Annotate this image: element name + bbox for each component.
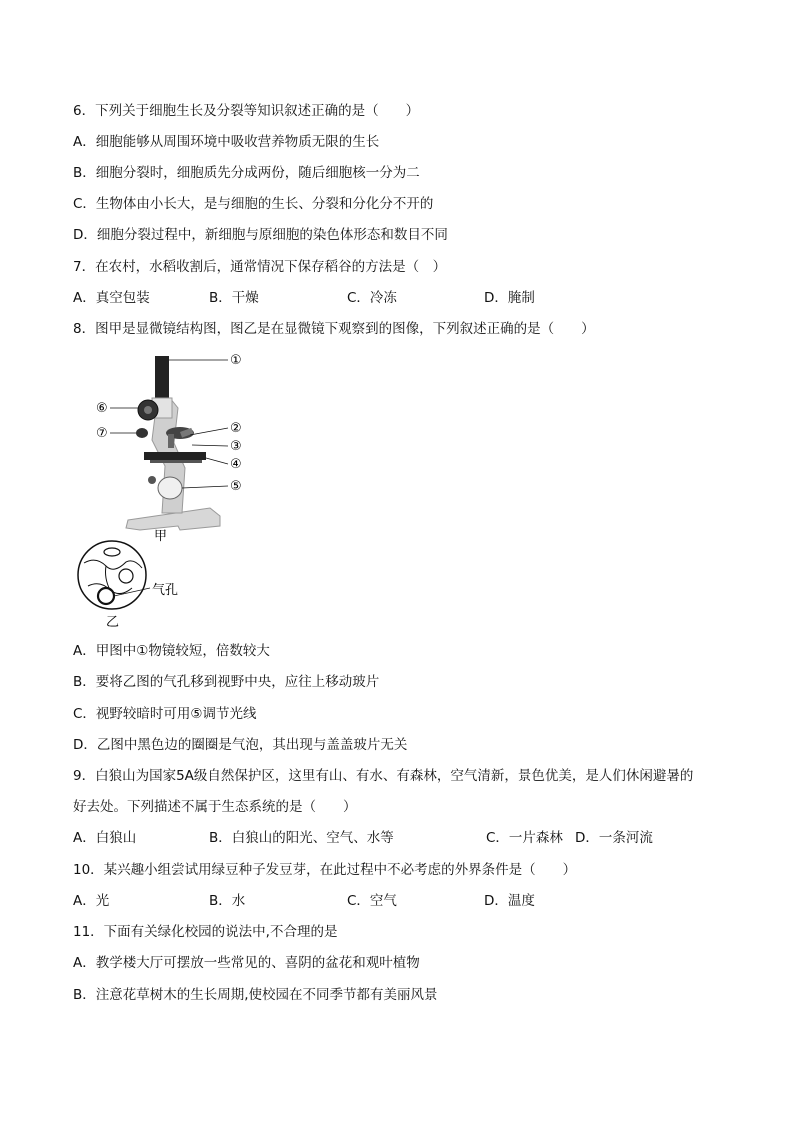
microscope-eyepiece [155,356,169,402]
q6-option-c: C．生物体由小长大，是与细胞的生长、分裂和分化分不开的 [73,196,434,212]
q10-stem: 10．某兴趣小组尝试用绿豆种子发豆芽，在此过程中不必考虑的外界条件是（ ） [73,862,577,878]
q11-stem: 11．下面有关绿化校园的说法中,不合理的是 [73,924,338,940]
q11-option-b: B．注意花草树木的生长周期,使校园在不同季节都有美丽风景 [73,987,438,1003]
q7-option-a: A．真空包装 [73,290,150,306]
label-1: ① [230,353,242,368]
q8-option-d: D．乙图中黑色边的圈圈是气泡，其出现与盖盖玻片无关 [73,737,408,753]
q8-option-b: B．要将乙图的气孔移到视野中央，应往上移动玻片 [73,674,380,690]
q8-option-a: A．甲图中①物镜较短，倍数较大 [73,643,270,659]
q6-option-a: A．细胞能够从周围环境中吸收营养物质无限的生长 [73,134,380,150]
label-6: ⑥ [96,401,108,416]
q6-option-b: B．细胞分裂时，细胞质先分成两份，随后细胞核一分为二 [73,165,420,181]
microscope-diagram [70,348,310,633]
q10-option-b: B．水 [209,893,246,909]
q9-option-c: C．一片森林 [486,830,563,846]
q9-stem-line2: 好去处。下列描述不属于生态系统的是（ ） [73,799,357,815]
stoma-label: 气孔 [152,583,179,598]
objective-lens [168,434,174,448]
label-3: ③ [230,439,242,454]
q10-option-d: D．温度 [484,893,535,909]
label-5: ⑤ [230,479,242,494]
caption-jia: 甲 [154,529,168,544]
q7-stem: 7．在农村，水稻收割后，通常情况下保存稻谷的方法是（ ） [73,259,447,275]
q9-stem-line1: 9．白狼山为国家5A级自然保护区，这里有山、有水、有森林，空气清新，景色优美，是人们休闲避暑的 [73,768,694,784]
microscope-figure [70,348,310,633]
q9-option-b: B．白狼山的阳光、空气、水等 [209,830,394,846]
q11-option-a: A．教学楼大厅可摆放一些常见的、喜阴的盆花和观叶植物 [73,955,420,971]
q8-stem: 8．图甲是显微镜结构图，图乙是在显微镜下观察到的图像，下列叙述正确的是（ ） [73,321,595,337]
fine-focus-knob [136,428,148,438]
q7-option-d: D．腌制 [484,290,535,306]
q7-option-b: B．干燥 [209,290,259,306]
q6-option-d: D．细胞分裂过程中，新细胞与原细胞的染色体形态和数目不同 [73,227,448,243]
label-4: ④ [230,457,242,472]
q7-option-c: C．冷冻 [347,290,397,306]
q8-option-c: C．视野较暗时可用⑤调节光线 [73,706,257,722]
microscope-stage [144,452,206,460]
q10-option-c: C．空气 [347,893,397,909]
caption-yi: 乙 [106,615,120,630]
view-field-circle [78,541,146,609]
reflector-mirror [158,477,182,499]
q6-stem: 6．下列关于细胞生长及分裂等知识叙述正确的是（ ） [73,103,420,119]
label-7: ⑦ [96,426,108,441]
q9-option-a: A．白狼山 [73,830,137,846]
label-2: ② [230,421,242,436]
q10-option-a: A．光 [73,893,110,909]
q9-option-d: D．一条河流 [575,830,653,846]
